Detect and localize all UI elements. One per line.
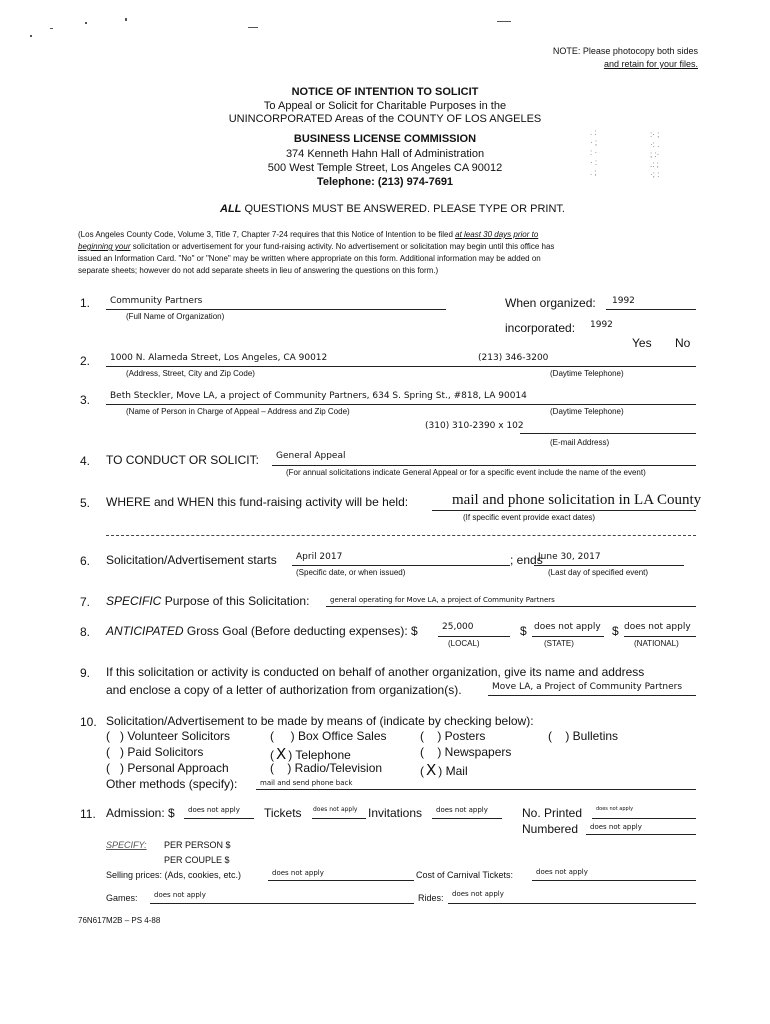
- option-box-office-sales[interactable]: ( ) Box Office Sales: [270, 729, 387, 743]
- goal-local-field[interactable]: 25,000: [442, 622, 474, 632]
- received-stamp: . : · ; : · · : . ;: [590, 128, 598, 177]
- q6-number: 6.: [80, 554, 91, 568]
- goal-national-field[interactable]: does not apply: [624, 622, 691, 632]
- admission-label: Admission: $: [106, 806, 175, 820]
- goal-state-dollar: $: [520, 624, 527, 638]
- option-personal-approach[interactable]: ( ) Personal Approach: [106, 761, 229, 775]
- intro-line-3: issued an Information Card. "No" or "None" may be written where appropriate on this form. Additional information may be added on: [78, 254, 541, 263]
- form-title: NOTICE OF INTENTION TO SOLICIT: [291, 86, 479, 98]
- q8-national-line: [624, 636, 696, 637]
- start-date-field[interactable]: April 2017: [296, 552, 343, 562]
- tickets-label: Tickets: [264, 806, 302, 820]
- q8-label: ANTICIPATED Gross Goal (Before deducting expenses): $: [106, 624, 418, 638]
- q9-number: 9.: [80, 666, 91, 680]
- commission-name: BUSINESS LICENSE COMMISSION: [293, 133, 477, 145]
- admission-field[interactable]: does not apply: [188, 806, 240, 814]
- organization-name-field[interactable]: Community Partners: [110, 296, 203, 306]
- q3-number: 3.: [80, 393, 91, 407]
- carnival-line: [532, 880, 696, 881]
- other-methods-line: [256, 789, 696, 790]
- person-in-charge-field[interactable]: Beth Steckler, Move LA, a project of Community Partners, 634 S. Spring St., #818, LA 90014: [110, 391, 527, 401]
- q10-number: 10.: [80, 715, 97, 729]
- rides-field[interactable]: does not apply: [452, 890, 504, 898]
- intro-line-1: (Los Angeles County Code, Volume 3, Title 7, Chapter 7-24 requires that this Notice of Intention to be filed at least 30 days prior to: [78, 230, 539, 239]
- printed-field[interactable]: does not apply: [596, 806, 634, 812]
- q5-line-2: [106, 535, 696, 536]
- other-organization-field[interactable]: Move LA, a Project of Community Partners: [492, 682, 683, 692]
- rides-label: Rides:: [418, 893, 444, 903]
- rides-line: [448, 903, 696, 904]
- mail-check-mark: X: [426, 761, 437, 779]
- option-bulletins[interactable]: ( ) Bulletins: [548, 729, 619, 743]
- q7-line: [326, 606, 696, 607]
- numbered-line: [586, 834, 696, 835]
- ends-label: ; ends: [510, 553, 543, 567]
- specify-label: SPECIFY:: [106, 840, 147, 850]
- q5-label: WHERE and WHEN this fund-raising activity will be held:: [106, 495, 409, 509]
- telephone-check-mark: X: [276, 745, 287, 763]
- q9-line-2: and enclose a copy of a letter of authorization from organization(s).: [106, 683, 462, 697]
- q2-line: [106, 366, 696, 367]
- commission-address-1: 374 Kenneth Hahn Hall of Administration: [285, 148, 485, 160]
- invitations-label: Invitations: [368, 806, 423, 820]
- note-line-2: and retain for your files.: [603, 59, 698, 69]
- games-line: [150, 903, 414, 904]
- end-date-field[interactable]: June 30, 2017: [538, 552, 601, 562]
- option-newspapers[interactable]: ( ) Newspapers: [420, 745, 512, 759]
- goal-national-dollar: $: [612, 624, 619, 638]
- email-line: [520, 433, 696, 434]
- carnival-label: Cost of Carnival Tickets:: [416, 870, 514, 880]
- conduct-solicit-field[interactable]: General Appeal: [276, 451, 346, 461]
- selling-line: [268, 880, 414, 881]
- q3-caption-phone: (Daytime Telephone): [550, 407, 624, 416]
- q8-number: 8.: [80, 625, 91, 639]
- purpose-field[interactable]: general operating for Move LA, a project of Community Partners: [330, 596, 555, 604]
- q6-label: Solicitation/Advertisement starts: [106, 553, 277, 567]
- form-subtitle-2: UNINCORPORATED Areas of the COUNTY OF LOS ANGELES: [228, 113, 542, 125]
- printed-line: [592, 818, 696, 819]
- q2-number: 2.: [80, 354, 91, 368]
- option-radio-television[interactable]: ( ) Radio/Television: [270, 761, 383, 775]
- q10-label: Solicitation/Advertisement to be made by means of (indicate by checking below):: [106, 714, 534, 728]
- q2-caption-phone: (Daytime Telephone): [550, 369, 624, 378]
- q8-local-line: [438, 636, 510, 637]
- tickets-field[interactable]: does not apply: [313, 806, 358, 813]
- carnival-field[interactable]: does not apply: [536, 868, 588, 876]
- numbered-label: Numbered: [522, 822, 579, 836]
- q1-line: [106, 309, 446, 310]
- yes-label: Yes: [632, 336, 652, 350]
- q9-line-1: If this solicitation or activity is conducted on behalf of another organization, give its name and address: [106, 665, 645, 679]
- q11-number: 11.: [80, 807, 96, 821]
- commission-address-2: 500 West Temple Street, Los Angeles CA 90012: [267, 162, 503, 174]
- q2-caption-address: (Address, Street, City and Zip Code): [126, 369, 255, 378]
- option-volunteer-solicitors[interactable]: ( ) Volunteer Solicitors: [106, 729, 231, 743]
- q8-caption-state: (STATE): [544, 639, 574, 648]
- selling-prices-label: Selling prices: (Ads, cookies, etc.): [106, 870, 242, 880]
- organization-address-field[interactable]: 1000 N. Alameda Street, Los Angeles, CA 90012: [110, 353, 328, 363]
- q5-line: [432, 510, 696, 511]
- q8-caption-local: (LOCAL): [448, 639, 480, 648]
- where-when-field[interactable]: mail and phone solicitation in LA County: [452, 492, 702, 508]
- goal-state-field[interactable]: does not apply: [534, 622, 601, 632]
- received-stamp-2: :· ; ·: . ; :· .: ; ·; :: [650, 130, 660, 179]
- organization-phone-field[interactable]: (213) 346-3200: [478, 353, 549, 363]
- invitations-line: [432, 818, 502, 819]
- note-line-1: NOTE: Please photocopy both sides: [552, 46, 698, 56]
- q5-number: 5.: [80, 496, 91, 510]
- when-organized-field[interactable]: 1992: [612, 296, 635, 306]
- incorporated-field[interactable]: 1992: [590, 320, 613, 330]
- q8-state-line: [532, 636, 604, 637]
- games-field[interactable]: does not apply: [154, 891, 206, 899]
- form-code: 76N617M2B – PS 4-88: [78, 916, 161, 925]
- q7-label: SPECIFIC Purpose of this Solicitation:: [106, 594, 310, 608]
- q6-start-line: [292, 565, 510, 566]
- q5-caption: (If specific event provide exact dates): [463, 513, 596, 522]
- numbered-field[interactable]: does not apply: [590, 823, 642, 831]
- q1-caption: (Full Name of Organization): [126, 312, 225, 321]
- other-methods-field[interactable]: mail and send phone back: [260, 779, 353, 787]
- person-phone-field[interactable]: (310) 310-2390 x 102: [425, 421, 524, 431]
- intro-line-2: beginning your solicitation or advertisement for your fund-raising activity. No advertisement or solicitation may begin until this office has: [78, 242, 555, 251]
- per-person-label: PER PERSON $: [164, 840, 231, 850]
- q6-end-line: [534, 565, 684, 566]
- q3-line: [106, 404, 696, 405]
- q7-number: 7.: [80, 595, 91, 609]
- q8-caption-national: (NATIONAL): [634, 639, 679, 648]
- other-methods-label: Other methods (specify):: [106, 777, 238, 791]
- admission-line: [184, 818, 254, 819]
- intro-line-4: separate sheets; however do not add separate sheets in lieu of answering the questions on this form.): [78, 266, 439, 275]
- printed-label: No. Printed: [522, 806, 583, 820]
- option-paid-solicitors[interactable]: ( ) Paid Solicitors: [106, 745, 204, 759]
- q3-caption-email: (E-mail Address): [550, 438, 610, 447]
- no-label: No: [675, 336, 691, 350]
- incorporated-label: incorporated:: [505, 321, 576, 335]
- when-organized-label: When organized:: [505, 296, 596, 310]
- q9-line: [488, 695, 696, 696]
- tickets-line: [312, 818, 366, 819]
- option-posters[interactable]: ( ) Posters: [420, 729, 486, 743]
- organized-line: [606, 309, 696, 310]
- form-subtitle-1: To Appeal or Solicit for Charitable Purposes in the: [263, 100, 507, 112]
- q1-number: 1.: [80, 296, 91, 310]
- q6-caption-start: (Specific date, or when issued): [296, 568, 406, 577]
- q6-caption-end: (Last day of specified event): [548, 568, 649, 577]
- selling-prices-field[interactable]: does not apply: [272, 869, 324, 877]
- per-couple-label: PER COUPLE $: [164, 855, 230, 865]
- all-questions-notice: ALL QUESTIONS MUST BE ANSWERED. PLEASE TYPE OR PRINT.: [220, 203, 565, 215]
- option-telephone[interactable]: ( X ) Telephone: [270, 745, 351, 763]
- commission-telephone: Telephone: (213) 974-7691: [316, 176, 454, 188]
- q3-caption-name: (Name of Person in Charge of Appeal – Address and Zip Code): [126, 407, 350, 416]
- q4-caption: (For annual solicitations indicate General Appeal or for a specific event include the name of the event): [286, 468, 646, 477]
- q4-label: TO CONDUCT OR SOLICIT:: [106, 453, 259, 467]
- q4-number: 4.: [80, 454, 91, 468]
- games-label: Games:: [106, 893, 138, 903]
- option-mail[interactable]: ( X ) Mail: [420, 761, 468, 779]
- q4-line: [272, 465, 696, 466]
- invitations-field[interactable]: does not apply: [436, 806, 488, 814]
